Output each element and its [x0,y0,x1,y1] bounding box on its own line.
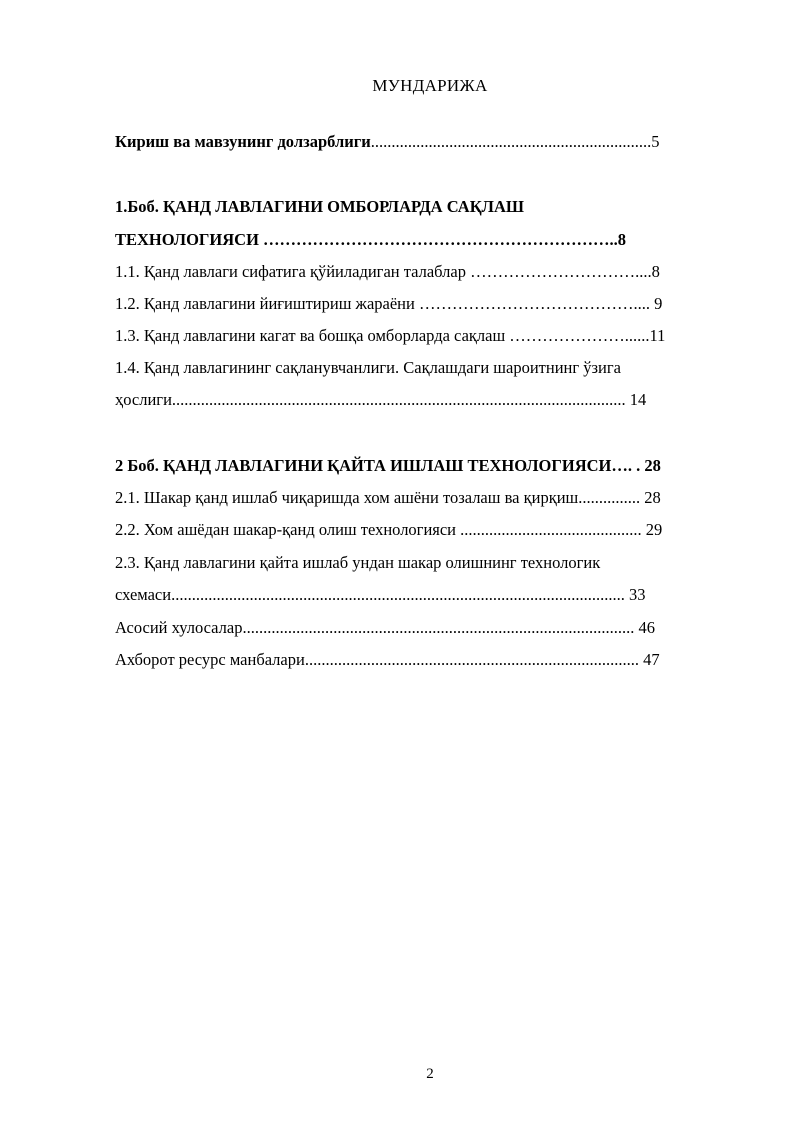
toc-leader-dots: ............... [578,488,641,507]
toc-entry-text: 2.1. Шакар қанд ишлаб чиқаришда хом ашёни тозалаш ва қирқиш [115,488,579,507]
toc-entry-text: схемаси [115,585,172,604]
toc-entry-2-3-line-2 [115,585,740,605]
toc-leader-dots: .............................................................................................................. [171,585,625,604]
toc-leader-dots: ............................................................................................... [242,618,635,637]
toc-page-number: 29 [645,520,663,539]
toc-entry-1-3: 1.3. Қанд лавлагини кагат ва бошқа омборларда сақлаш …………………......11 [115,326,666,345]
toc-entry-2-1 [115,488,740,508]
toc-entry-1-4-line-1: 1.4. Қанд лавлагининг сақланувчанлиги. Сақлашдаги шароитнинг ўзига [115,358,621,377]
toc-page-number: 47 [643,650,660,669]
toc-chapter-1-line-1: 1.Боб. ҚАНД ЛАВЛАГИНИ ОМБОРЛАРДА САҚЛАШ [115,197,525,216]
toc-leader-dots: .................................................................... [370,132,652,151]
toc-entry-intro [115,132,740,152]
toc-chapter-1-line-2: ТЕХНОЛОГИЯСИ ………………………………………………………..8 [115,230,627,249]
toc-page-number: 33 [628,585,646,604]
toc-entry-conclusions [115,618,740,638]
toc-leader-dots: ................................................................................. [304,650,639,669]
toc-entry-1-4-line-2 [115,390,740,410]
toc-entry-text: Ахборот ресурс манбалари [115,650,305,669]
toc-entry-text: 2.2. Хом ашёдан шакар-қанд олиш технологияси [115,520,457,539]
toc-leader-dots: ............................................ [456,520,642,539]
toc-page-number: 5 [651,132,660,151]
toc-entry-text: Кириш ва мавзунинг долзарблиги [115,132,371,151]
toc-page-number: 14 [629,390,647,409]
toc-entry-2-3-line-1: 2.3. Қанд лавлагини қайта ишлаб ундан шакар олишнинг технологик [115,553,601,572]
page-title: МУНДАРИЖА [372,76,488,95]
toc-entry-1-2: 1.2. Қанд лавлагини йиғиштириш жараёни ………………………………….... 9 [115,294,663,313]
page-number: 2 [426,1066,434,1082]
toc-entry-2-2 [115,520,740,540]
toc-leader-dots: .............................................................................................................. [171,390,626,409]
toc-page-number: 46 [638,618,655,637]
toc-chapter-2: 2 Боб. ҚАНД ЛАВЛАГИНИ ҚАЙТА ИШЛАШ ТЕХНОЛОГИЯСИ…. . 28 [115,456,661,475]
toc-entry-sources [115,650,740,670]
toc-entry-1-1: 1.1. Қанд лавлаги сифатига қўйиладиган талаблар …………………………....8 [115,262,660,281]
toc-entry-text: ҳослиги [115,390,172,409]
toc-entry-text: Асосий хулосалар [115,618,243,637]
toc-page-number: 28 [644,488,661,507]
